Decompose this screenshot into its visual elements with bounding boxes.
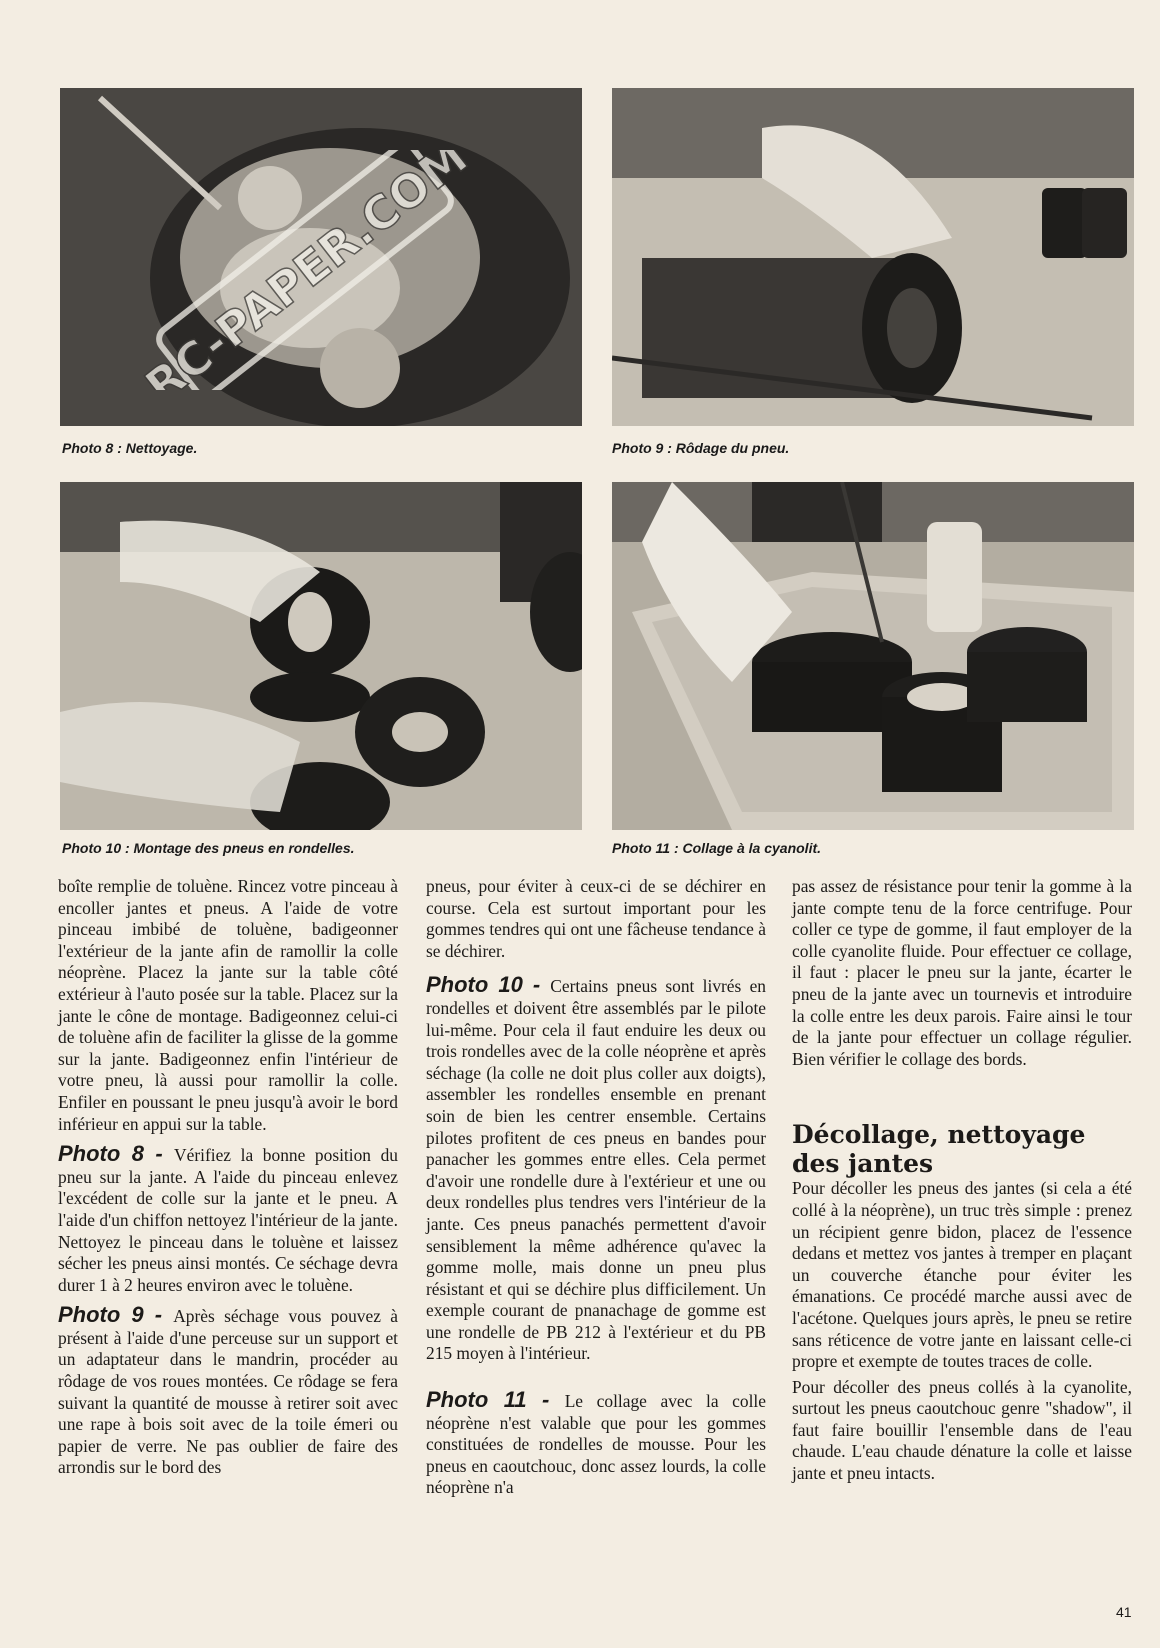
col3-paragraph-0: pas assez de résistance pour tenir la gomme à la jante compte tenu de la force centrifuge. Pour coller ce type de gomme, il faut employer de la colle cyanolite fluide. Pour effectuer ce collage, il faut : placer le pneu sur la jante, écarter le pneu de la jante avec un tournevis et introduire la colle entre les deux parois. Faire ainsi le tour de la jante pour effectuer un collage régulier. Bien vérifier le collage des bords. [792,876,1132,1069]
page-number: 41 [1116,1604,1132,1620]
col3-paragraph-2: Pour décoller des pneus collés à la cyanolite, surtout les pneus caoutchouc genre "shadow", il faut faire bouillir l'ensemble dans de l'eau chaude. L'eau chaude dénature la colle et laisse jante et pneu intacts. [792,1376,1132,1484]
col2-paragraph-1 [426,974,766,1365]
photo-9-lead: Photo 9 - [58,1302,174,1328]
photo-8-lead: Photo 8 - [58,1141,175,1167]
photo-10-lead: Photo 10 - [426,972,551,998]
col1-paragraph-1 [58,1143,398,1296]
rc-paper-watermark [115,150,495,390]
col1-paragraph-2 [58,1304,398,1479]
section-heading: Décollage, nettoyage des jantes [792,1120,1086,1179]
col1-paragraph-2-text: Après séchage vous pouvez à présent à l'aide d'une perceuse sur un support et un adaptateur dans le mandrin, procéder au rôdage de vos roues montées. Ce rôdage se fera suivant la quantité de mousse à retirer soit avec une rape à bois soit avec de la toile émeri ou papier de verre. Ne pas oublier de faire des arrondis sur le bord des [58,1306,398,1478]
photo-11 [612,482,1134,830]
text-column-3 [792,876,1132,1485]
photo-11-caption: Photo 11 : Collage à la cyanolit. [612,840,822,856]
col1-paragraph-1-text: Vérifiez la bonne position du pneu sur la jante. A l'aide du pinceau enlevez l'excédent de colle sur la jante et le pneu. A l'aide d'un chiffon nettoyez l'intérieur de la jante. Nettoyez le pinceau dans le toluène et laissez sécher les pneus ainsi montés. Ce séchage devra durer 1 à 2 heures environ avec le toluène. [58,1145,398,1295]
col1-paragraph-0: boîte remplie de toluène. Rincez votre pinceau à encoller jantes et pneus. A l'aide de votre pinceau imbibé de toluène, badigeonner l'extérieur de la jante afin de ramollir la colle néoprène. Placez la jante sur la table côté extérieur à l'auto posée sur la table. Placez sur la jante le cône de montage. Badigeonnez celui-ci de toluène afin de faciliter la glisse de la gomme sur la jante. Badigeonnez enfin l'intérieur de votre pneu, là aussi pour ramollir la colle. Enfiler en poussant le pneu jusqu'à avoir le bord inférieur en appui sur la table. [58,876,398,1134]
photo-11-lead: Photo 11 - [426,1387,565,1413]
photo-10 [60,482,582,830]
col2-paragraph-2 [426,1389,766,1499]
col2-paragraph-1-text: Certains pneus sont livrés en rondelles et doivent être assemblés par le pilote lui-même. Pour cela il faut enduire les deux ou trois rondelles avec de la colle néoprène et après séchage (la colle ne doit plus coller aux doigts), assembler les rondelles ensemble en prenant soin de bien les centrer ensemble. Certains pilotes profitent de ces pneus en bandes pour panacher les gommes entre elles. Cela permet d'avoir une rondelle dure à l'extérieur et une ou deux rondelles plus tendres vers l'intérieur de la jante. Ces pneus panachés permettent d'avoir sensiblement la même adhérence qu'avec la gomme molle, mais donne un pneu plus résistant et qui se déchire plus difficilement. Un exemple courant de pnanachage de gomme est une rondelle de PB 212 à l'extérieur et du PB 215 moyen à l'intérieur. [426,976,766,1364]
col2-paragraph-0: pneus, pour éviter à ceux-ci de se déchirer en course. Cela est surtout important pour les gommes tendres qui ont une fâcheuse tendance à se déchirer. [426,876,766,961]
photo-9-caption: Photo 9 : Rôdage du pneu. [612,440,790,456]
col3-paragraph-1: Pour décoller les pneus des jantes (si cela a été collé à la néoprène), un truc très simple : prenez un récipient genre bidon, placez de l'essence dedans et mettez vos jantes à tremper en plaçant un couverche étanche pour éviter les émanations. Ce procédé marche aussi avec de l'acétone. Quelques jours après, le pneu se retire sans réticence de votre jante en laissant celle-ci propre et exempte de toutes traces de colle. [792,1178,1132,1372]
photo-8-caption: Photo 8 : Nettoyage. [62,440,198,456]
text-column-1 [58,876,398,1479]
photo-9 [612,88,1134,426]
watermark-text: RC-PAPER.COM [135,150,478,390]
col2-paragraph-2-text: Le collage avec la colle néoprène n'est valable que pour les gommes constituées de rondelles de mousse. Pour les pneus en caoutchouc, donc assez lourds, la colle néoprène n'a [426,1391,766,1498]
text-column-2 [426,876,766,1499]
photo-10-caption: Photo 10 : Montage des pneus en rondelles. [62,840,355,856]
